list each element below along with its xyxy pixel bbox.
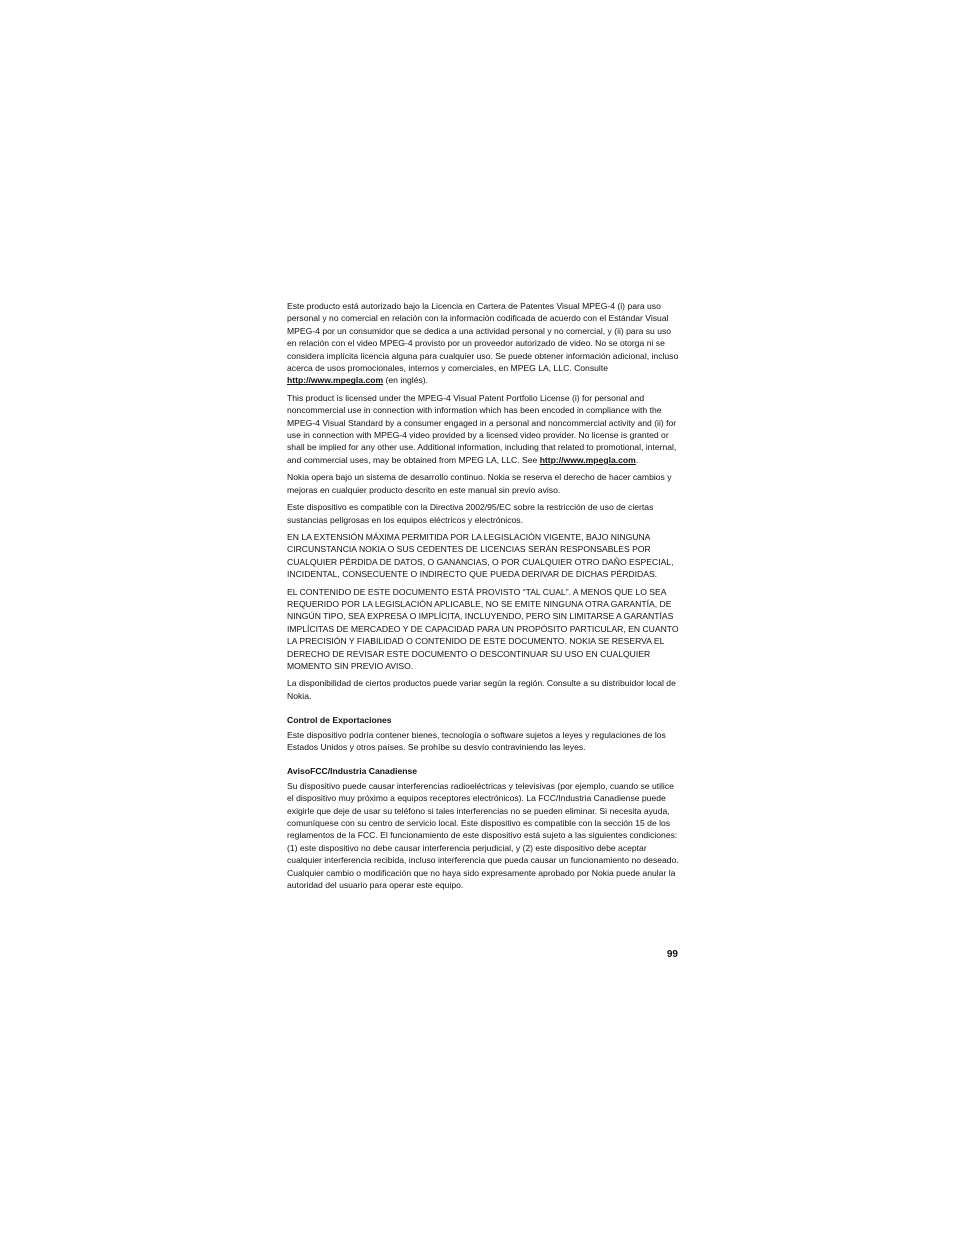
export-control-heading: Control de Exportaciones — [287, 715, 392, 726]
as-is-disclaimer-paragraph: EL CONTENIDO DE ESTE DOCUMENTO ESTÁ PROVISTO “TAL CUAL”. A MENOS QUE LO SEA REQUERIDO POR LA LEGISLACIÓN APLICABLE, NO SE EMITE NINGUNA OTRA GARANTÍA, DE NINGÚN TIPO, SEA EXPRESA O IMPLÍCITA, INCLUYENDO, PERO SIN LIMITARSE A GARANTÍAS IMPLÍCITAS DE MERCADEO Y DE CAPACIDAD PARA UN PROPÓSITO PARTICULAR, EN CUANTO LA PRECISIÓN Y FIABILIDAD O CONTENIDO DE ESTE DOCUMENTO. NOKIA SE RESERVA EL DERECHO DE REVISAR ESTE DOCUMENTO O DESCONTINUAR SU USO EN CUALQUIER MOMENTO SIN PREVIO AVISO. — [287, 586, 679, 671]
export-control-paragraph: Este dispositivo podría contener bienes, tecnología o software sujetos a leyes y regulaciones de los Estados Unidos y otros países. Se prohíbe su desvío contraviniendo las leyes. — [287, 729, 666, 752]
mpeg-license-english-suffix: . — [635, 454, 639, 465]
page-number: 99 — [666, 949, 678, 960]
continuous-development-paragraph: Nokia opera bajo un sistema de desarrollo continuo. Nokia se reserva el derecho de hacer cambios y mejoras en cualquier producto descrito en este manual sin previo aviso. — [287, 472, 672, 495]
liability-disclaimer-paragraph: EN LA EXTENSIÓN MÁXIMA PERMITIDA POR LA LEGISLACIÓN VIGENTE, BAJO NINGUNA CIRCUNSTANCIA NOKIA O SUS CEDENTES DE LICENCIAS SERÁN RESPONSABLES POR CUALQUIER PÉRDIDA DE DATOS, O GANANCIAS, O POR CUALQUIER OTRO DAÑO ESPECIAL, INCIDENTAL, CONSECUENTE O INDIRECTO QUE PUEDA DERIVAR DE DICHAS PÉRDIDAS. — [287, 531, 674, 580]
document-page — [287, 300, 679, 896]
product-availability-paragraph: La disponibilidad de ciertos productos puede variar según la región. Consulte a su distribuidor local de Nokia. — [287, 678, 676, 701]
fcc-notice-heading: AvisoFCC/Industria Canadiense — [287, 766, 418, 777]
mpegla-link-english[interactable]: http://www.mpegla.com — [539, 454, 636, 465]
rohs-directive-paragraph: Este dispositivo es compatible con la Directiva 2002/95/EC sobre la restricción de uso de ciertas sustancias peligrosas en los equipos eléctricos y electrónicos. — [287, 502, 654, 525]
fcc-notice-paragraph: Su dispositivo puede causar interferencias radioeléctricas y televisivas (por ejemplo, cuando se utilice el dispositivo muy próximo a equipos receptores electrónicos). La FCC/Industria Canadiense puede exigirle que deje de usar su teléfono si tales interferencias no se pueden eliminar. Si necesita ayuda, comuníquese con su centro de servicio local. Este dispositivo es compatible con la sección 15 de los reglamentos de la FCC. El funcionamiento de este dispositivo está sujeto a las siguientes condiciones: (1) este dispositivo no debe causar interferencia perjudicial, y (2) este dispositivo debe aceptar cualquier interferencia recibida, incluso interferencia que pueda causar un funcionamiento no deseado. Cualquier cambio o modificación que no haya sido expresamente aprobado por Nokia puede anular la autoridad del usuario para operar este equipo. — [287, 780, 679, 891]
mpeg-license-spanish-text: Este producto está autorizado bajo la Licencia en Cartera de Patentes Visual MPEG-4 (i) para uso personal y no comercial en relación con la información codificada de acuerdo con el Estándar Visual MPEG-4 por un consumidor que se dedica a una actividad personal y no comercial, y (ii) para su uso en relación con el video MPEG-4 provisto por un proveedor autorizado de video. No se otorga ni se considera implícita licencia alguna para cualquier uso. Se puede obtener información adicional, incluso acerca de usos promocionales, internos y comerciales, en MPEG LA, LLC. Consulte — [287, 301, 679, 374]
mpeg-license-spanish-paragraph — [287, 300, 679, 387]
mpeg-license-english-text: This product is licensed under the MPEG-4 Visual Patent Portfolio License (i) for personal and noncommercial use in connection with information which has been encoded in compliance with the MPEG-4 Visual Standard by a consumer engaged in a personal and noncommercial activity and (ii) for use in connection with MPEG-4 video provided by a licensed video provider. No license is granted or shall be implied for any other use. Additional information, including that related to promotional, internal, and commercial uses, may be obtained from MPEG LA, LLC. See — [287, 392, 677, 465]
mpegla-link-spanish[interactable]: http://www.mpegla.com — [287, 375, 384, 386]
mpeg-license-spanish-suffix: (en inglés). — [383, 375, 429, 386]
mpeg-license-english-paragraph — [287, 392, 679, 466]
